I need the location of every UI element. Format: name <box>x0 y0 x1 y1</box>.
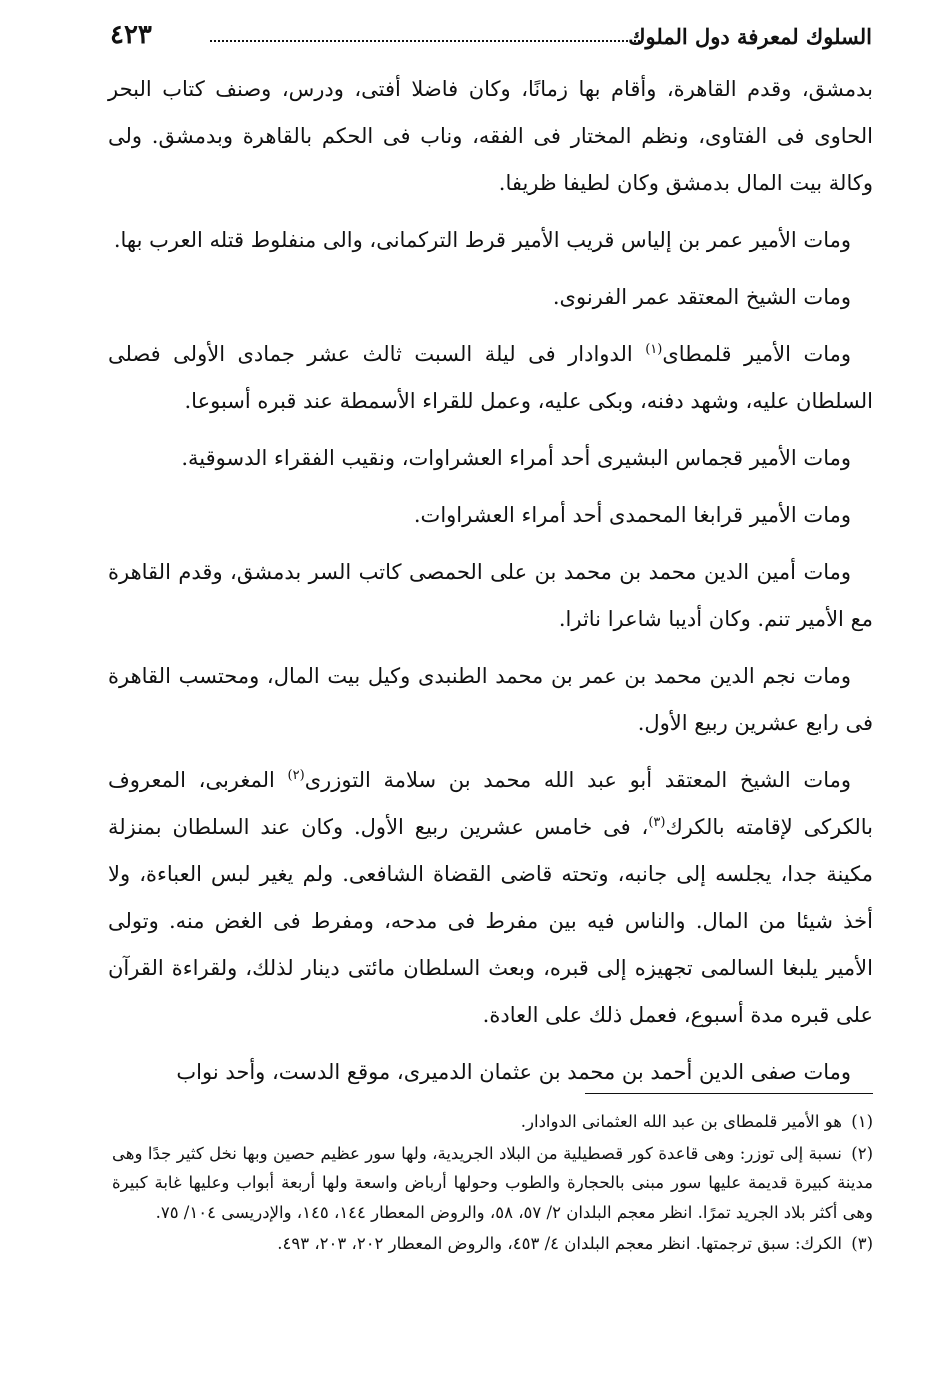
paragraph: ومات أمين الدين محمد بن محمد بن على الحمصى كاتب السر بدمشق، وقدم القاهرة مع الأمير تنم. وكان أديبا شاعرا ناثرا. <box>108 560 873 631</box>
paragraph: ومات الشيخ المعتقد عمر الفرنوى. <box>552 285 851 309</box>
paragraph-text: ومات الأمير قلمطاى <box>662 342 852 366</box>
footnote-separator <box>585 1093 873 1094</box>
paragraph-text: المغربى، المعروف بالكركى لإقامته بالكرك <box>108 768 873 839</box>
paragraph <box>108 757 873 1039</box>
paragraph: ومات الأمير قرابغا المحمدى أحد أمراء العشراوات. <box>413 503 851 527</box>
footnote-text: الكرك: سبق ترجمتها. انظر معجم البلدان ٤/ ٤٥٣، والروض المعطار ٢٠٢، ٢٠٣، ٤٩٣. <box>277 1234 842 1253</box>
paragraph: ومات الأمير عمر بن إلياس قريب الأمير قرط التركمانى، والى منفلوط قتله العرب بها. <box>113 228 851 252</box>
paragraph: ومات نجم الدين محمد بن عمر بن محمد الطنبدى وكيل بيت المال، ومحتسب القاهرة فى رابع عشرين ربيع الأول. <box>108 664 873 735</box>
paragraph-text: الدوادار فى ليلة السبت ثالث عشر جمادى الأولى فصلى السلطان عليه، وشهد دفنه، وبكى عليه، وعمل للقراء الأسمطة عند قبره أسبوعا. <box>108 342 873 413</box>
footnote-text: هو الأمير قلمطاى بن عبد الله العثمانى الدوادار. <box>520 1112 842 1131</box>
footnote-number: (١) <box>851 1112 873 1131</box>
footnote <box>112 1229 873 1259</box>
footnote-marker: (٣) <box>648 815 666 830</box>
paragraph: ومات الأمير قجماس البشيرى أحد أمراء العشراوات، ونقيب الفقراء الدسوقية. <box>181 446 851 470</box>
running-header <box>110 18 872 58</box>
paragraph: بدمشق، وقدم القاهرة، وأقام بها زمانًا، وكان فاضلا أفتى، ودرس، وصنف كتاب البحر الحاوى فى الفتاوى، ونظم المختار فى الفقه، وناب فى الحكم بالقاهرة وبدمشق. ولى وكالة بيت المال بدمشق وكان لطيفا ظريفا. <box>108 77 873 195</box>
paragraph: ومات صفى الدين أحمد بن محمد بن عثمان الدميرى، موقع الدست، وأحد نواب <box>176 1060 851 1084</box>
page-number: ٤٢٣ <box>110 20 152 50</box>
main-text <box>108 66 873 1106</box>
footnote <box>112 1139 873 1228</box>
footnote-marker: (٢) <box>287 768 305 783</box>
footnote-marker: (١) <box>645 342 663 357</box>
footnote-number: (٣) <box>851 1234 873 1253</box>
leader-dots <box>210 40 640 42</box>
running-title: السلوك لمعرفة دول الملوك <box>628 24 872 49</box>
footnotes <box>112 1107 873 1261</box>
paragraph-text: ، فى خامس عشرين ربيع الأول. وكان عند السلطان بمنزلة مكينة جدا، يجلسه إلى جانبه، وتحته قاضى القضاة الشافعى. ولم يغير لبس العباءة، ولا أخذ شيئا من المال. والناس فيه بين مفرط فى مدحه، ومفرط فى الغض منه. وتولى الأمير يلبغا السالمى تجهيزه إلى قبره، وبعث السلطان مائتى دينار لذلك، ولقراءة القرآن على قبره مدة أسبوع، فعمل ذلك على العادة. <box>108 815 873 1027</box>
footnote-number: (٢) <box>851 1143 874 1163</box>
paragraph-text: ومات الشيخ المعتقد أبو عبد الله محمد بن سلامة التوزرى <box>304 768 851 792</box>
footnote <box>112 1107 873 1137</box>
footnote-text: نسبة إلى توزر: وهى قاعدة كور قصطيلية من البلاد الجريدية، ولها سور عظيم حصين وبها نخل كثير جدًا وهى مدينة كبيرة قديمة عليها سور مبنى بالحجارة والطوب وحولها أرباض واسعة ولها أربعة أبواب وعليها غابة كبيرة وهى أكثر بلاد الجريد تمرًا. انظر معجم البلدان ٢/ ٥٧، ٥٨، والروض المعطار ١٤٤، ١٤٥، والإدريسى ١٠٤/ ٧٥. <box>112 1143 873 1222</box>
paragraph <box>108 331 873 425</box>
